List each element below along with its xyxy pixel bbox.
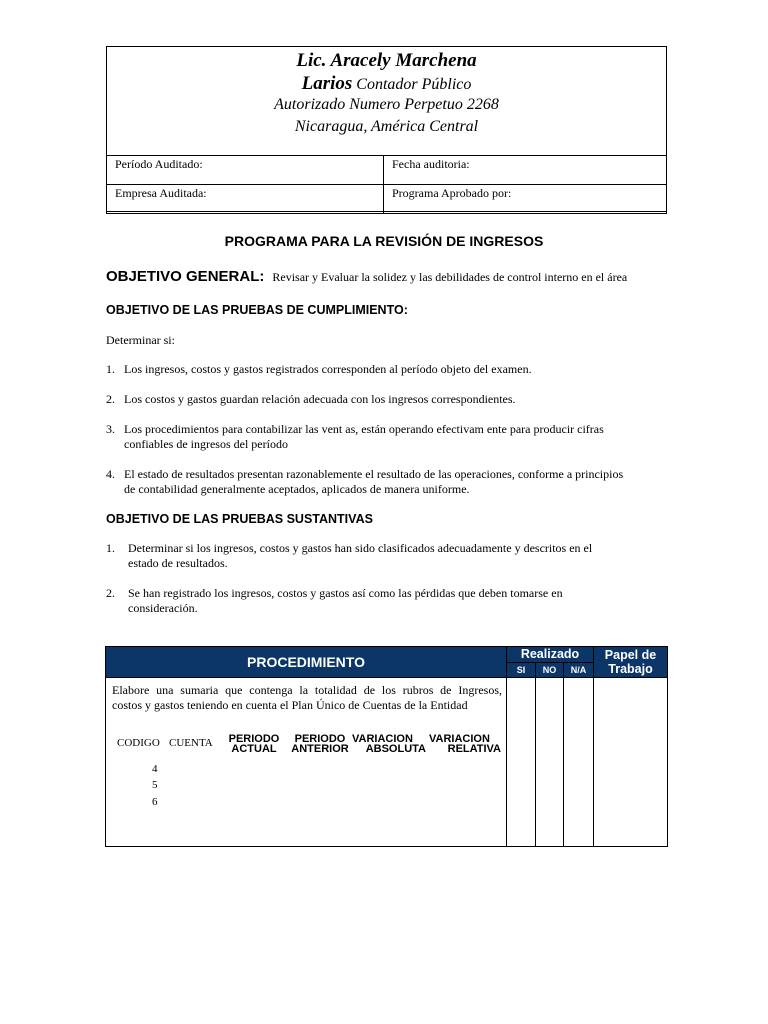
item-number: 1.	[106, 541, 115, 555]
list-item-text: de contabilidad generalmente aceptados, aplicados de manera uniforme.	[124, 482, 470, 496]
periodo-auditado-field: Período Auditado:	[107, 156, 384, 185]
periodo-actual-line2: ACTUAL	[231, 743, 277, 755]
variacion-relativa-line2: RELATIVA	[447, 743, 501, 755]
procedure-cell	[106, 678, 507, 847]
papel-trabajo-line1: Papel de	[604, 648, 657, 662]
procedure-text-line1: Elabore una sumaria que contenga la totalidad de los rubros de Ingresos,	[112, 683, 502, 697]
list-item-text: El estado de resultados presentan razonablemente el resultado de las operaciones, conforme a principios	[124, 467, 624, 481]
variacion-relativa-line1: VARIACION	[429, 733, 490, 745]
na-header: N/A	[564, 662, 594, 678]
list-item	[106, 541, 115, 556]
code-row: 5	[152, 779, 158, 791]
code-row: 6	[152, 796, 158, 808]
list-item-text: Se han registrado los ingresos, costos y gastos así como las pérdidas que deben tomarse en	[128, 586, 563, 600]
variacion-relativa-column	[429, 734, 501, 754]
auditor-surname: Larios	[301, 73, 353, 94]
list-item-text: Determinar si los ingresos, costos y gastos han sido clasificados adecuadamente y descritos en el	[128, 541, 593, 555]
letterhead-box	[106, 46, 667, 212]
procedure-table	[105, 646, 668, 847]
list-item-text: consideración.	[128, 601, 198, 615]
variacion-absoluta-line2: ABSOLUTA	[365, 743, 426, 755]
item-number: 4.	[106, 467, 115, 481]
list-item	[106, 362, 115, 377]
sustantivas-heading: OBJETIVO DE LAS PRUEBAS SUSTANTIVAS	[106, 512, 373, 526]
variacion-absoluta-column	[352, 734, 426, 754]
periodo-anterior-line1: PERIODO	[294, 733, 346, 745]
list-item	[106, 392, 115, 407]
cumplimiento-intro: Determinar si:	[106, 333, 175, 347]
empresa-auditada-field: Empresa Auditada:	[107, 185, 384, 214]
no-cell[interactable]	[536, 678, 564, 847]
list-item	[106, 586, 115, 601]
list-item	[106, 467, 115, 482]
item-number: 2.	[106, 586, 115, 600]
list-item-text: Los ingresos, costos y gastos registrados corresponden al período objeto del examen.	[124, 362, 532, 376]
papel-trabajo-line2: Trabajo	[608, 662, 653, 676]
auditor-title-line	[107, 73, 666, 95]
objetivo-general	[106, 268, 627, 286]
cumplimiento-heading: OBJETIVO DE LAS PRUEBAS DE CUMPLIMIENTO:	[106, 303, 408, 317]
item-number: 2.	[106, 392, 115, 406]
procedimiento-header: PROCEDIMIENTO	[106, 647, 507, 678]
periodo-actual-column	[218, 734, 290, 754]
audit-info-grid	[106, 155, 667, 214]
list-item	[106, 422, 115, 437]
fecha-auditoria-field: Fecha auditoria:	[384, 156, 667, 185]
objetivo-general-text: Revisar y Evaluar la solidez y las debilidades de control interno en el área	[272, 270, 628, 284]
no-header: NO	[536, 662, 564, 678]
variacion-absoluta-line1: VARIACION	[352, 733, 413, 745]
si-header: SI	[507, 662, 536, 678]
papel-trabajo-header	[594, 647, 668, 678]
list-item-text: Los procedimientos para contabilizar las vent as, están operando efectivam ente para producir cifras	[124, 422, 604, 436]
si-cell[interactable]	[507, 678, 536, 847]
cuenta-column: CUENTA	[169, 737, 213, 749]
na-cell[interactable]	[564, 678, 594, 847]
auditor-profession: Contador Público	[352, 76, 472, 93]
list-item-text: estado de resultados.	[128, 556, 228, 570]
papel-trabajo-cell[interactable]	[594, 678, 668, 847]
objetivo-general-label: OBJETIVO GENERAL:	[106, 268, 265, 285]
periodo-anterior-column	[284, 734, 356, 754]
periodo-anterior-line2: ANTERIOR	[291, 743, 349, 755]
list-item-text: confiables de ingresos del período	[124, 437, 288, 451]
item-number: 1.	[106, 362, 115, 376]
programa-aprobado-field: Programa Aprobado por:	[384, 185, 667, 214]
realizado-header: Realizado	[507, 647, 594, 663]
auditor-name: Lic. Aracely Marchena	[296, 50, 477, 71]
list-item-text: Los costos y gastos guardan relación adecuada con los ingresos correspondientes.	[124, 392, 516, 406]
periodo-actual-line1: PERIODO	[228, 733, 280, 745]
code-row: 4	[152, 763, 158, 775]
document-title: PROGRAMA PARA LA REVISIÓN DE INGRESOS	[224, 233, 544, 249]
item-number: 3.	[106, 422, 115, 436]
authorization-number: Autorizado Numero Perpetuo 2268	[274, 96, 499, 113]
auditor-location: Nicaragua, América Central	[294, 118, 479, 135]
procedure-text-line2: costos y gastos teniendo en cuenta el Plan Único de Cuentas de la Entidad	[112, 698, 468, 712]
codigo-column: CODIGO	[117, 737, 160, 749]
